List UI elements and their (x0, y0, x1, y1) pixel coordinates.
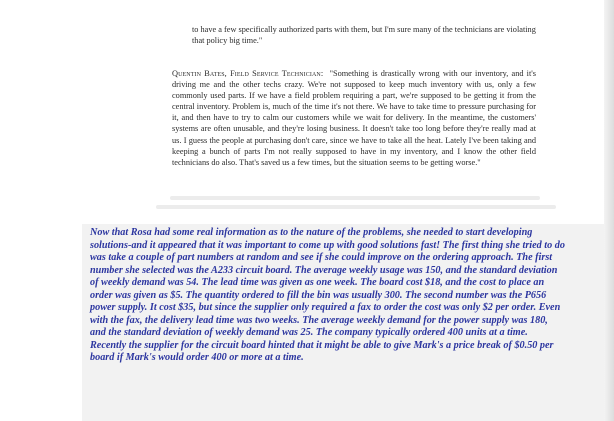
testimony-text: "Something is drastically wrong with our inventory, and it's driving me and the other techs crazy. We're not supposed to keep much inventory with us, only a few commonly used parts. If we have a field problem requiring a part, we're supposed to be getting it from the central inventory. Problem is, much of the time it's not there. We have to take time to pressure purchasing for it, and then have to try to calm our customers while we wait for delivery. In the meantime, the customers' systems are often unusable, and they're losing business. It doesn't take too long before they're really mad at us. I guess the people at purchasing don't care, since we have to take all the heat. Lately I've been taking and keeping a bunch of parts I'm not really supposed to have in my inventory, and I know the other field technicians do also. That's saved us a few times, but the situation seems to be getting worse." (172, 69, 537, 167)
technician-testimony (172, 68, 536, 168)
case-study-excerpt (0, 0, 614, 200)
narrative-text (90, 227, 566, 365)
speaker-name: Quentin Bates, Field Service Technician: (172, 69, 324, 78)
faded-text-remnant (150, 192, 570, 214)
faded-line (156, 205, 556, 209)
page-edge (604, 0, 614, 421)
previous-quote-tail: to have a few specifically authorized parts with them, but I'm sure many of the technicians are violating that policy big time." (192, 25, 536, 46)
narrative-paragraph-1: Now that Rosa had some real information as to the nature of the problems, she needed to start developing solutions-and it appeared that it was important to come up with good solutions fast! The first thing she tried to do was take a couple of part numbers at random and see if she could improve on the ordering approach. The first number she selected was the A233 circuit board. The average weekly usage was 150, and the standard deviation of weekly demand was 54. The lead time was given as one week. The board cost $18, and the cost to place an order was given as $5. The quantity ordered to fill the bin was usually 300. The second number was the P656 power supply. It cost $35, but since the supplier only required a fax to order the cost was only $2 per order. Even with the fax, the delivery lead time was two weeks. The average weekly demand for the power supply was 180, and the standard deviation of weekly demand was 25. The company typically ordered 400 units at a time. (90, 227, 565, 338)
narrative-paragraph-2: Recently the supplier for the circuit board hinted that it might be able to give Mark's a price break of $0.50 per board if Mark's would order 400 or more at a time. (90, 339, 554, 363)
faded-line (170, 196, 540, 200)
